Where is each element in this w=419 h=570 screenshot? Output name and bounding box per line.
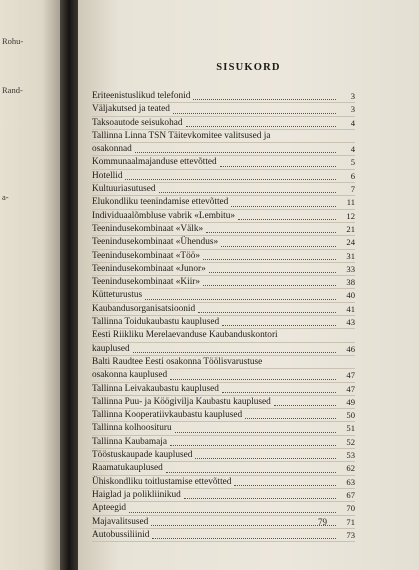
toc-leader-dots — [234, 476, 336, 486]
toc-entry — [92, 329, 355, 342]
toc-leader-dots — [195, 449, 336, 459]
toc-entry — [92, 422, 355, 435]
toc-entry-page: 62 — [346, 463, 355, 474]
toc-entry-page: 11 — [346, 197, 355, 208]
toc-entry-label: Tallinna Toidukaubastu kauplused — [92, 317, 220, 328]
toc-entry-page: 63 — [346, 476, 355, 487]
toc-entry-page: 52 — [346, 436, 355, 447]
book-gutter — [60, 0, 78, 570]
toc-entry-page: 46 — [346, 343, 355, 354]
toc-entry — [92, 436, 355, 449]
toc-entry-page: 51 — [346, 423, 355, 434]
toc-entry-label: Raamatukauplused — [92, 463, 163, 474]
toc-entry-page: 12 — [346, 210, 355, 221]
toc-entry-page: 33 — [346, 263, 355, 274]
toc-leader-dots — [133, 343, 336, 353]
toc-entry-page: 21 — [346, 223, 355, 234]
toc-entry-page: 38 — [346, 277, 355, 288]
toc-entry — [92, 529, 355, 542]
toc-entry-label: Apteegid — [92, 503, 127, 514]
toc-entry — [92, 396, 355, 409]
toc-entry — [92, 223, 355, 236]
toc-entry-label: Kaubandusorganisatsioonid — [92, 303, 196, 314]
toc-entry-label: Teenindusekombinaat «Töö» — [92, 250, 201, 261]
toc-leader-dots — [222, 316, 336, 326]
toc-entry — [92, 449, 355, 462]
toc-entry-page: 43 — [346, 317, 355, 328]
toc-leader-dots — [173, 104, 336, 114]
toc-entry — [92, 383, 355, 396]
toc-entry — [92, 103, 355, 116]
toc-leader-dots — [265, 357, 336, 366]
toc-leader-dots — [170, 436, 336, 446]
toc-leader-dots — [135, 143, 336, 153]
toc-leader-dots — [245, 409, 336, 419]
toc-leader-dots — [281, 331, 336, 340]
toc-leader-dots — [159, 183, 336, 193]
toc-leader-dots — [125, 170, 336, 180]
toc-leader-dots — [186, 117, 337, 127]
toc-entry-label: Tööstuskaupade kauplused — [92, 450, 193, 461]
toc-leader-dots — [203, 250, 336, 260]
left-page-fragment: Rand- — [2, 85, 23, 95]
toc-entry-page: 73 — [346, 529, 355, 540]
toc-entry-label: Eriteenistuslikud telefonid — [92, 91, 191, 101]
toc-entry — [92, 489, 355, 502]
toc-entry-page: 71 — [346, 516, 355, 527]
toc-entry — [92, 196, 355, 209]
toc-entry — [92, 156, 355, 169]
toc-entry — [92, 369, 355, 382]
toc-entry-page: 7 — [350, 184, 355, 195]
toc-leader-dots — [231, 197, 336, 207]
toc-entry-page: 49 — [346, 396, 355, 407]
toc-entry — [92, 117, 355, 130]
left-page-fragment: Rohu- — [2, 36, 24, 46]
toc-entry — [92, 183, 355, 196]
toc-entry-page: 70 — [346, 503, 355, 514]
toc-entry — [92, 90, 355, 103]
toc-entry-page: 41 — [346, 303, 355, 314]
toc-leader-dots — [209, 263, 336, 273]
toc-entry-label: Haiglad ja polikliinikud — [92, 489, 181, 500]
toc-entry-page: 3 — [350, 91, 355, 101]
toc-entry-label: Kommunaalmajanduse ettevõtted — [92, 157, 217, 168]
toc-entry-label: Majavalitsused — [92, 516, 149, 527]
toc-entry-label: Balti Raudtee Eesti osakonna Töölisvarustuse — [92, 356, 263, 367]
toc-leader-dots — [221, 237, 336, 247]
toc-entry — [92, 303, 355, 316]
toc-leader-dots — [222, 383, 336, 393]
page-title: SISUKORD — [216, 62, 281, 73]
toc-entry-label: Ühiskondliku toitlustamise ettevõtted — [92, 476, 232, 487]
toc-entry — [92, 356, 355, 369]
toc-entry-label: Autobussiliinid — [92, 529, 150, 540]
toc-leader-dots — [170, 370, 336, 380]
toc-entry-label: Individuaalõmbluse vabrik «Lembitu» — [92, 210, 236, 221]
toc-entry-page: 47 — [346, 370, 355, 381]
toc-leader-dots — [151, 516, 336, 526]
toc-entry-label: Kultuuriasutused — [92, 184, 156, 195]
toc-entry-label: kauplused — [92, 343, 130, 354]
toc-leader-dots — [238, 210, 336, 220]
toc-leader-dots — [193, 90, 336, 100]
toc-entry-label: Tallinna Kooperatiivkaubastu kauplused — [92, 410, 243, 421]
toc-leader-dots — [206, 223, 336, 233]
toc-leader-dots — [166, 463, 336, 473]
toc-entry — [92, 476, 355, 489]
toc-leader-dots — [220, 157, 336, 167]
toc-entry-page: 67 — [346, 489, 355, 500]
toc-entry-label: Teenindusekombinaat «Välk» — [92, 223, 204, 234]
toc-entry-label: Teenindusekombinaat «Junor» — [92, 263, 206, 274]
toc-entry-label: Kütteturustus — [92, 290, 143, 301]
toc-entry-label: osakonna kauplused — [92, 370, 168, 381]
toc-entry-page: 5 — [350, 157, 355, 168]
toc-entry-label: Taksoautode seisukohad — [92, 117, 183, 128]
toc-leader-dots — [198, 303, 336, 313]
toc-entry-label: Tallinna Linna TSN Täitevkomitee valitsused ja — [92, 130, 271, 141]
toc-leader-dots — [184, 489, 336, 499]
toc-entry-label: Teenindusekombinaat «Kiir» — [92, 277, 201, 288]
toc-entry-page: 4 — [350, 117, 355, 128]
toc-entry-page: 31 — [346, 250, 355, 261]
toc-entry-page: 40 — [346, 290, 355, 301]
toc-leader-dots — [273, 131, 336, 140]
toc-entry-label: Teenindusekombinaat «Ühendus» — [92, 237, 219, 248]
toc-entry — [92, 409, 355, 422]
toc-entry-label: Väljakutsed ja teated — [92, 104, 170, 115]
toc-entry-page: 47 — [346, 383, 355, 394]
toc-entry-page: 3 — [350, 104, 355, 115]
toc-leader-dots — [274, 396, 336, 406]
toc-entry — [92, 170, 355, 183]
toc-entry — [92, 516, 355, 529]
toc-entry — [92, 462, 355, 475]
toc-entry — [92, 143, 355, 156]
toc-entry — [92, 502, 355, 515]
toc-entry-label: osakonnad — [92, 144, 132, 155]
left-page-fragment: a- — [2, 192, 9, 202]
toc-leader-dots — [203, 276, 336, 286]
toc-entry — [92, 316, 355, 329]
toc-entry — [92, 289, 355, 302]
toc-entry — [92, 130, 355, 143]
toc-entry-label: Tallinna Puu- ja Köögivilja Kaubastu kauplused — [92, 396, 271, 407]
toc-entry — [92, 250, 355, 263]
toc-leader-dots — [152, 529, 336, 539]
toc-entry — [92, 263, 355, 276]
toc-leader-dots — [129, 503, 336, 513]
page-number: 79 — [318, 517, 327, 527]
toc-entry-label: Eesti Riikliku Merelaevanduse Kaubanduskontori — [92, 330, 278, 341]
toc-entry-page: 4 — [350, 144, 355, 155]
toc-entry-page: 50 — [346, 410, 355, 421]
toc-entry-label: Tallinna Kaubamaja — [92, 436, 167, 447]
toc-entry — [92, 343, 355, 356]
toc-entry — [92, 210, 355, 223]
toc-entry-label: Hotellid — [92, 170, 123, 181]
toc-entry-page: 53 — [346, 450, 355, 461]
table-of-contents — [92, 90, 355, 542]
toc-entry-page: 6 — [350, 170, 355, 181]
toc-entry-label: Tallinna Leivakaubastu kauplused — [92, 383, 219, 394]
toc-entry-page: 24 — [346, 237, 355, 248]
toc-entry-label: Tallinna kolhoosituru — [92, 423, 172, 434]
toc-leader-dots — [145, 290, 336, 300]
toc-entry — [92, 236, 355, 249]
left-page-edge — [0, 0, 60, 570]
toc-entry-label: Elukondliku teenindamise ettevõtted — [92, 197, 229, 208]
toc-leader-dots — [175, 423, 336, 433]
toc-entry — [92, 276, 355, 289]
